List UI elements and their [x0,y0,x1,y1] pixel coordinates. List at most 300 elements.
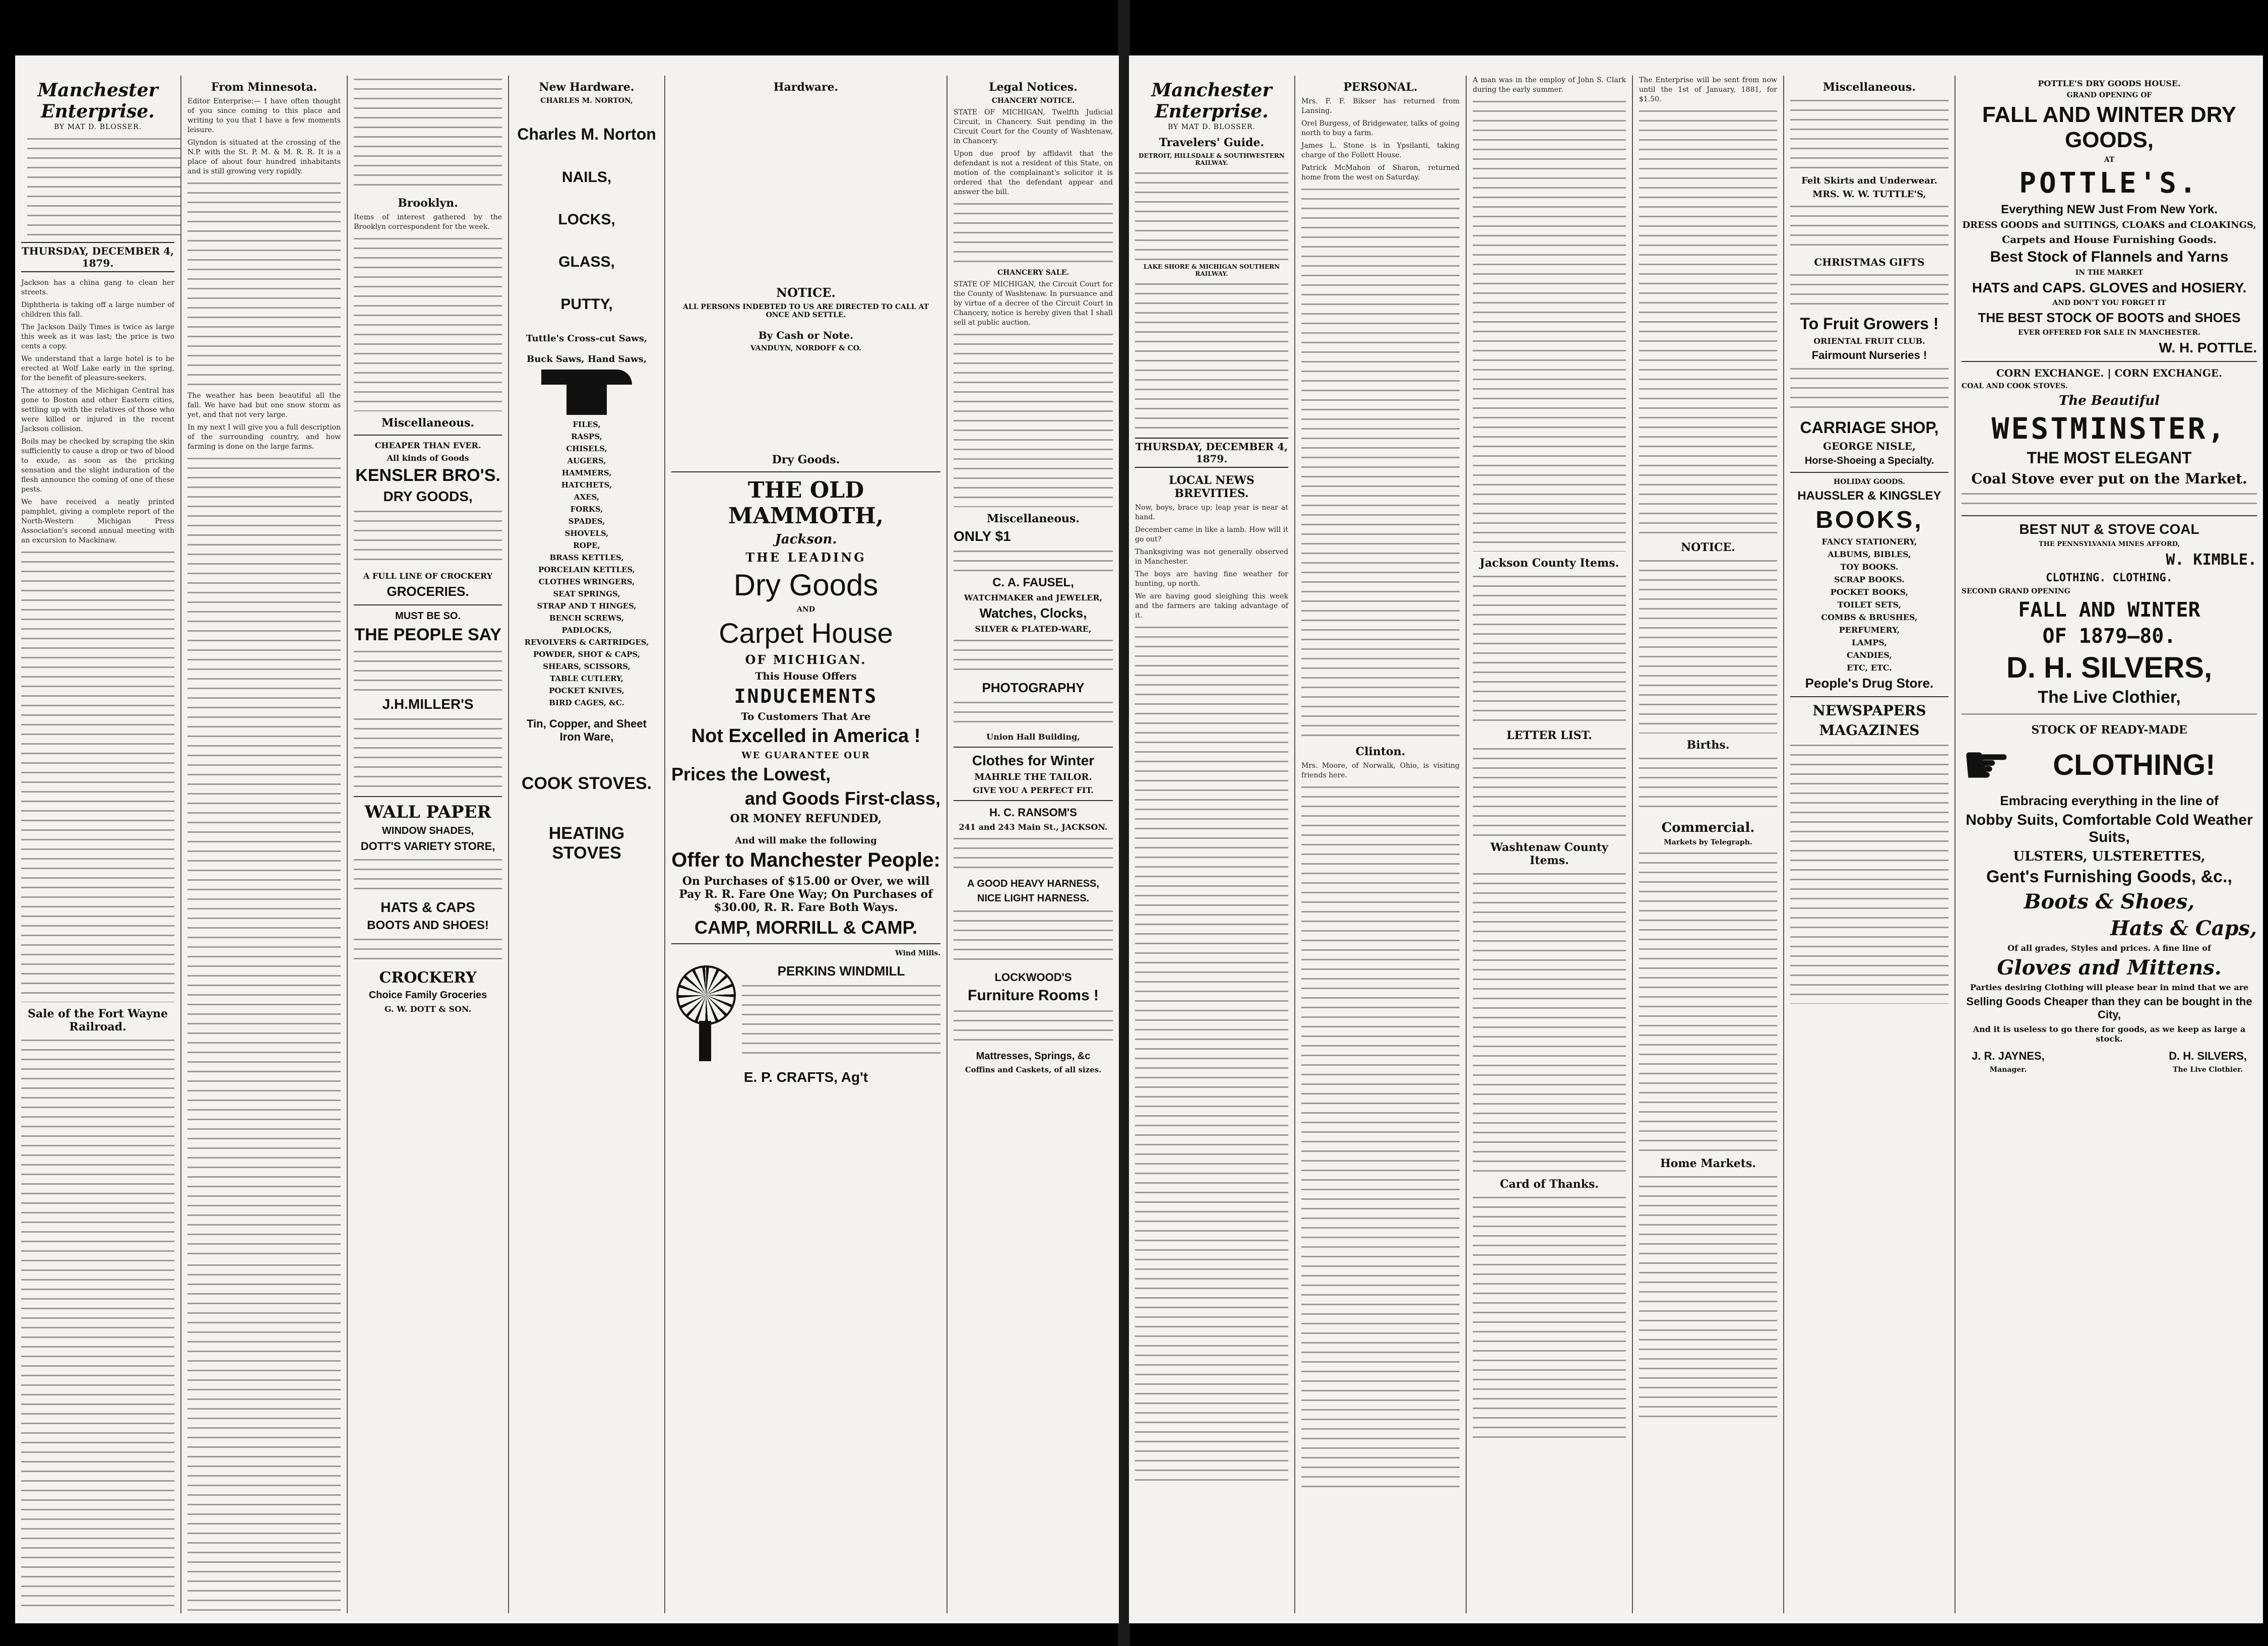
paragraph: STATE OF MICHIGAN, the Circuit Court for the County of Washtenaw. In pursuance and by virtue of a decree of the Circuit Court in Chancery, notice is hereby given that I shall sell at public auction. [954,280,1113,327]
paragraph: We are having good sleighing this week and the farmers are taking advantage of it. [1135,592,1288,620]
pointing-hand-icon: ☛ [1962,733,2011,797]
paragraph: Boils may be checked by scraping the skin sufficiently to cause a drop or two of blood to exude, as soon as the pricking sensation and the slight induration of the flesh announce the coming of one of these pests. [21,438,175,494]
ad-norton-item: PUTTY, [560,296,613,313]
ad-live: The Live Clothier, [2038,688,2181,707]
ad-pottle-dress: DRESS GOODS and SUITINGS, CLOAKS and CLOAKINGS, [1962,220,2256,230]
ad-kensler-line: All kinds of Goods [387,453,469,463]
ad-fairmount: Fairmount Nurseries ! [1811,349,1927,361]
markets-heading: Markets by Telegraph. [1664,838,1752,846]
ad-mattress: Mattresses, Springs, &c [976,1051,1091,1062]
ad-norton-item: LOCKS, [558,211,615,228]
ad-christmas: CHRISTMAS GIFTS [1814,256,1925,268]
section-heading: Miscellaneous. [1822,81,1916,94]
column-body-text [1473,98,1626,552]
ad-wallpaper-footer: G. W. DOTT & SON. [384,1004,472,1014]
ad-felt: Felt Skirts and Underwear. [1801,175,1937,186]
paragraph: We have received a neatly printed pamphlet, giving a complete report of the North-Western Michigan Press Association's second annual meeting with an excursion to Mackinaw. [21,498,174,544]
section-heading: Brooklyn. [398,197,458,210]
ad-pottle-header: POTTLE'S DRY GOODS HOUSE. [2038,79,2181,88]
ad-wallpaper-store: DOTT'S VARIETY STORE, [360,840,495,852]
left-col-2 [181,76,348,1613]
divider [1962,361,2257,362]
ad-fruit: To Fruit Growers ! [1800,315,1939,333]
ad-fausel-silver: SILVER & PLATED-WARE, [975,624,1092,634]
ad-invite: And it is useless to go there for goods, as we keep as large a stock. [1973,1024,2246,1044]
section-heading: LOCAL NEWS BREVITIES. [1169,474,1254,500]
ad-kensler-crockery: A FULL LINE OF CROCKERY [363,571,493,581]
ad-fausel-name: C. A. FAUSEL, [992,576,1074,589]
ad-norton-item: CLOTHES WRINGERS, [538,577,635,586]
ad-nisle: GEORGE NISLE, [1822,440,1916,452]
right-page [1129,55,2263,1623]
column-body-text [1473,870,1626,1173]
left-col-5 [665,76,948,1613]
ad-light: NICE LIGHT HARNESS. [977,893,1090,904]
ad-norton-item: PORCELAIN KETTLES, [538,565,636,574]
ad-norton-item: RASPS, [571,432,602,441]
section-heading: Card of Thanks. [1499,1178,1599,1191]
section-heading: Jackson County Items. [1479,557,1619,570]
ad-jaynes: J. R. JAYNES, [1972,1050,2045,1062]
ad-kensler-title: CHEAPER THAN EVER. [374,441,481,450]
paragraph: The boys are having fine weather for hunting, up north. [1135,570,1288,588]
ad-norton-item: SHOVELS, [564,529,609,538]
section-heading: PERSONAL. [1343,81,1418,94]
ad-hall: Union Hall Building, [986,732,1080,742]
ad-lockwood: LOCKWOOD'S [994,971,1072,984]
divider [1962,515,2257,516]
ad-norton-item: TABLE CUTLERY, [549,674,624,683]
paragraph: Thanksgiving was not generally observed in Manchester. [1135,548,1288,566]
ad-drug: People's Drug Store. [1805,676,1934,691]
ad-wallpaper-shades: WINDOW SHADES, [382,825,474,836]
ad-year: OF 1879—80. [2042,625,2176,648]
ad-item: FANCY STATIONERY, [1821,537,1917,546]
divider [1790,472,1948,473]
section-heading: Sale of the Fort Wayne Railroad. [27,1007,168,1033]
ad-clothing: CLOTHING. CLOTHING. [2046,572,2173,584]
paragraph: The Jackson Daily Times is twice as large this week as it was last; the price is two cents a copy. [21,323,174,350]
ad-mammoth-inducements: INDUCEMENTS [734,685,878,707]
ad-norton-item: STRAP AND T HINGES, [537,601,637,611]
ad-fausel-trade: WATCHMAKER and JEWELER, [964,593,1103,602]
ad-norton-item: FORKS, [570,505,603,514]
ad-mammoth-offer-pre: And will make the following [735,835,877,846]
ad-item: ALBUMS, BIBLES, [1828,550,1911,559]
paragraph: The Enterprise will be sent from now until the 1st of January, 1881, for $1.50. [1639,76,1777,103]
ad-all: Of all grades, Styles and prices. A fine line of [2007,943,2211,953]
section-heading: Home Markets. [1660,1157,1756,1170]
divider [354,796,502,797]
paragraph: Items of interest gathered by the Brooklyn correspondent for the week. [354,213,502,231]
ad-item: POCKET BOOKS, [1830,587,1909,597]
ad-people-must: MUST BE SO. [395,611,461,622]
column-body-text [354,76,502,192]
ad-parties: Parties desiring Clothing will please bear in mind that we are [1970,983,2249,992]
ad-item: PERFUMERY, [1839,625,1900,635]
ad-corn: CORN EXCHANGE. | CORN EXCHANGE. [1996,367,2223,379]
ad-pottle-at: AT [2104,156,2115,164]
ad-norton-name: Charles M. Norton [517,125,656,143]
ad-mammoth-of: OF MICHIGAN. [745,652,867,667]
ad-body-text [1790,365,1948,415]
ad-norton-item: SHEARS, SCISSORS, [543,662,631,671]
ad-pottle-hats: HATS and CAPS. GLOVES and HOSIERY. [1972,280,2247,295]
ad-westminster: WESTMINSTER, [1991,411,2227,446]
ad-norton-item: AXES, [574,493,600,502]
ad-body-text [1790,203,1948,253]
ad-magazines: MAGAZINES [1819,722,1920,739]
ad-norton-item: CHISELS, [566,444,607,453]
column-body-text [1639,849,1777,1152]
ad-body-text [1962,710,2257,720]
section-heading: Hardware. [773,81,839,94]
ad-address: 241 and 243 Main St., JACKSON. [959,822,1108,832]
ad-body-text [1962,490,2257,510]
section-heading: Clinton. [1355,745,1406,758]
timetable [1135,280,1288,432]
ad-silvers: D. H. SILVERS, [2006,651,2213,684]
legal-heading: CHANCERY SALE. [997,269,1069,277]
ad-live-clothier: The Live Clothier. [2173,1066,2243,1074]
ad-norton-item: POCKET KNIVES, [549,686,624,695]
ad-wallpaper-groceries: Choice Family Groceries [368,990,487,1001]
right-col-6 [1956,76,2263,1613]
column-body-text [187,455,341,1261]
ad-holiday: HOLIDAY GOODS. [1834,478,1905,486]
ad-item: TOY BOOKS. [1840,562,1899,572]
ad-body-text [354,715,502,791]
column-body-text [21,1037,174,1613]
section-heading: New Hardware. [539,81,635,94]
paragraph: Glyndon is situated at the crossing of the N.P. with the St. P. M. & M. R. R. It is a place of about four hundred inhabitants and is still growing very rapidly. [187,139,341,175]
ad-fall2: FALL AND WINTER [2018,598,2200,622]
paragraph: Mrs. F. F. Bikser has returned from Lansing. [1301,97,1460,115]
section-heading: From Minnesota. [211,81,318,94]
ad-norton-item: POWDER, SHOT & CAPS, [533,650,641,659]
left-col-3 [348,76,509,1613]
ad-embracing: Embracing everything in the line of [2000,793,2219,808]
column-body-text [1301,186,1460,740]
ad-kensler-groceries: GROCERIES. [387,584,469,599]
paragraph: James L. Stone is in Ypsilanti, taking charge of the Follett House. [1301,142,1460,159]
column-body-text [1639,107,1777,536]
ad-gents: Gent's Furnishing Goods, &c., [1986,867,2232,886]
ad-mammoth-title: THE OLD MAMMOTH, [728,477,884,529]
ad-norton-item: NAILS, [561,169,612,186]
ad-carriage: CARRIAGE SHOP, [1800,418,1939,437]
column-body-text [354,235,502,411]
ad-oriental: ORIENTAL FRUIT CLUB. [1813,336,1925,346]
column-body-text [1639,1173,1777,1425]
ad-elegant: THE MOST ELEGANT [2027,449,2192,467]
ad-kensler-dry: DRY GOODS, [383,489,473,504]
section-heading: Travelers' Guide. [1159,136,1265,149]
ad-pottle-sign: W. H. POTTLE. [2159,340,2257,355]
ad-mammoth-to: To Customers That Are [741,710,871,722]
paragraph: The attorney of the Michigan Central has gone to Boston and other Eastern cities, settling up with the relatives of those who were killed or injured in the recent Jackson collision. [21,387,174,433]
column-body-text [1473,745,1626,836]
ad-mammoth-offers: This House Offers [755,670,857,682]
ad-body-text [354,508,502,568]
ad-body-text [354,936,502,966]
ad-pottle-everything: Everything NEW Just From New York. [2001,203,2218,216]
ad-norton-item: BENCH SCREWS, [549,614,624,623]
left-page [15,55,1119,1623]
ad-item: TOILET SETS, [1837,600,1902,609]
column-body-text [187,179,341,391]
paragraph: Mrs. Moore, of Norwalk, Ohio, is visiting friends here. [1301,762,1460,779]
ad-mammoth-and: AND [797,605,815,614]
section-heading: Miscellaneous. [381,416,475,430]
divider [1790,696,1948,697]
ad-boots2: Boots & Shoes, [2024,890,2195,913]
masthead-sub: BY MAT D. BLOSSER. [1167,123,1256,131]
ad-selling: Selling Goods Cheaper than they can be bought in the City, [1966,995,2252,1021]
notice-cash: By Cash or Note. [758,329,854,341]
divider [671,471,940,472]
ad-body-text [954,907,1113,968]
left-col-4 [509,76,665,1613]
ad-norton-item: HEATING STOVES [548,824,625,863]
ad-crafts: E. P. CRAFTS, Ag't [743,1069,868,1085]
ad-mammoth-purchases: On Purchases of $15.00 or Over, we will Pay R. R. Fare One Way; On Purchases of $30.00, R. R. Fare Both Ways. [679,875,933,914]
ad-mammoth-leading: THE LEADING [745,550,866,565]
ad-pottle-flannels: Best Stock of Flannels and Yarns [1990,249,2229,265]
right-col-4 [1633,76,1784,1613]
left-col-1 [15,76,181,1613]
paragraph: The weather has been beautiful all the fall. We have had but one snow storm as yet, and that not very large. [187,392,341,419]
ad-body-text [742,982,940,1058]
notice-title: NOTICE. [776,285,836,300]
periodicals-list [1790,742,1948,1004]
section-heading: Miscellaneous. [986,512,1080,525]
ad-mammoth-not: Not Excelled in America ! [691,725,921,747]
paragraph: STATE OF MICHIGAN, Twelfth Judicial Circuit, in Chancery. Suit pending in the Circuit Court for the County of Washtenaw, in Chancery. [954,108,1113,145]
ad-manager: Manager. [1989,1066,2027,1074]
ad-wallpaper-hats: HATS & CAPS [381,899,475,915]
ad-pottle-ever: EVER OFFERED FOR SALE IN MANCHESTER. [2018,329,2200,337]
paragraph: A man was in the employ of John S. Clark during the early summer. [1473,76,1626,94]
masthead-left: Manchester Enterprise. [37,80,158,122]
ad-mammoth-carpet: Carpet House [719,617,893,649]
ad-clothing-big: CLOTHING! [2053,748,2216,781]
ad-norton-sub: CHARLES M. NORTON, [540,97,633,105]
ad-norton-item: PADLOCKS, [561,626,612,635]
paragraph: In my next I will give you a full description of the surrounding country, and how farming is done on the large farms. [187,423,341,451]
ad-body-text [954,835,1113,875]
ad-norton-item: BIRD CAGES, &C. [549,698,624,707]
paragraph: Now, boys, brace up; leap year is near at hand. [1135,504,1288,521]
ad-ulsters: ULSTERS, ULSTERETTES, [2013,849,2206,864]
ad-mammoth-firm: CAMP, MORRILL & CAMP. [694,917,918,938]
timetable [1135,169,1288,260]
issue-date: THURSDAY, DECEMBER 4, 1879. [21,242,174,272]
ad-haussler: HAUSSLER & KINGSLEY [1797,489,1941,503]
masthead-right: Manchester Enterprise. [1151,80,1272,122]
column-body-text [1301,783,1460,1489]
ad-furniture: Furniture Rooms ! [968,987,1099,1004]
divider [354,435,502,436]
ad-body-text [954,1007,1113,1048]
ad-norton-item: Buck Saws, Hand Saws, [527,354,647,364]
ad-norton-item: BRASS KETTLES, [549,553,624,562]
ad-norton-item: COOK STOVES. [521,774,652,793]
ad-nut: BEST NUT & STOVE COAL [2019,521,2199,537]
ad-norton-item: Tuttle's Cross-cut Saws, [526,333,648,344]
ad-ransom: H. C. RANSOM'S [989,806,1077,819]
ad-mammoth-we: WE GUARANTEE OUR [741,750,870,761]
notice-sign: VANDUYN, NORDOFF & CO. [750,344,862,352]
ad-body-text [354,856,502,896]
column-body-text [954,200,1113,266]
ad-mahrle: MAHRLE THE TAILOR. [974,772,1092,782]
ad-stock: STOCK OF READY-MADE [2031,723,2187,737]
ad-mammoth-dry: Dry Goods [733,568,878,602]
section-heading: LETTER LIST. [1506,729,1592,742]
ad-norton-item: SEAT SPRINGS, [553,589,620,598]
ad-norton-item: REVOLVERS & CARTRIDGES, [524,638,649,647]
ad-item: CANDIES, [1847,650,1892,660]
ad-harness: A GOOD HEAVY HARNESS, [967,878,1099,889]
ad-body-text [954,547,1113,573]
section-heading: Washtenaw County Items. [1490,841,1608,867]
ad-mammoth-refund: OR MONEY REFUNDED, [730,812,882,825]
ad-norton-item: FILES, [573,420,601,429]
ad-item: ETC, ETC. [1847,663,1892,673]
section-heading: NOTICE. [1681,541,1735,554]
ad-pottle-name: POTTLE'S. [2019,167,2199,200]
ad-norton-item: ROPE, [573,541,600,550]
anvil-illustration [541,370,632,415]
paragraph: Jackson has a china gang to clean her streets. [21,279,174,296]
divider [671,943,940,944]
ad-only: ONLY $1 [954,528,1011,544]
ad-wallpaper-crockery: CROCKERY [379,969,477,987]
left-col-6 [948,76,1119,1613]
legal-heading: CHANCERY NOTICE. [991,97,1075,105]
divider [954,747,1113,748]
ad-silvers2: D. H. SILVERS, [2169,1050,2247,1062]
column-body-text [1473,573,1626,724]
masthead-sub: BY MAT D. BLOSSER. [53,123,142,131]
ad-mammoth-goods: and Goods First-class, [744,788,940,809]
ad-kimble: W. KIMBLE. [2166,551,2257,569]
column-body-text [1473,1194,1626,1446]
ad-windmills: Wind Mills. [895,949,940,957]
paragraph: Editor Enterprise:— I have often thought of you since coming to this place and writing to you that I have a few moments leisure. [187,97,341,134]
terms-text [27,135,180,236]
ad-people-miller: J.H.MILLER'S [382,696,474,712]
ad-mammoth-city: Jackson. [775,532,837,547]
right-col-1 [1129,76,1295,1613]
ad-pottle-carpets: Carpets and House Furnishing Goods. [2002,233,2217,246]
issue-date: THURSDAY, DECEMBER 4, 1879. [1135,438,1288,468]
column-body-text [21,548,174,1002]
ad-pottle-market: IN THE MARKET [2075,269,2144,277]
paragraph: Patrick McMahon of Sharon, returned home from the west on Saturday. [1301,164,1460,181]
ad-mammoth-prices: Prices the Lowest, [671,764,831,784]
right-col-2 [1295,76,1467,1613]
section-heading: Dry Goods. [772,453,840,466]
ad-penn: THE PENNSYLVANIA MINES AFFORD, [2038,540,2180,548]
ad-second: SECOND GRAND OPENING [1962,587,2070,595]
ad-photo: PHOTOGRAPHY [982,680,1085,695]
column-body-text [1639,755,1777,815]
ad-body-text [954,637,1113,677]
ad-pottle-opening: GRAND OPENING OF [2066,91,2152,99]
ad-wallpaper-boots: BOOTS AND SHOES! [367,919,489,932]
ad-item: SCRAP BOOKS. [1834,575,1905,584]
ad-pottle-fall: FALL AND WINTER DRY GOODS, [1982,102,2237,152]
right-col-3 [1467,76,1633,1613]
ad-stove: Coal Stove ever put on the Market. [1971,470,2247,487]
ad-clothes: Clothes for Winter [972,753,1095,768]
ad-body-text [1790,271,1948,312]
ad-item: COMBS & BRUSHES, [1821,613,1918,622]
ad-tuttle: MRS. W. W. TUTTLE'S, [1812,189,1926,200]
paragraph: December came in like a lamb. How will it go out? [1135,526,1288,543]
railway-heading: LAKE SHORE & MICHIGAN SOUTHERN RAILWAY. [1143,263,1280,277]
ad-coal-stoves: COAL AND COOK STOVES. [1962,382,2068,390]
ad-item: LAMPS, [1852,638,1887,647]
ad-norton-item: AUGERS, [567,456,606,465]
column-body-text [1135,624,1288,1481]
column-body-text [954,331,1113,507]
center-gutter [1118,0,1130,1646]
divider [354,604,502,605]
ad-newspapers: NEWSPAPERS [1812,702,1926,719]
ad-pottle-boots: THE BEST STOCK OF BOOTS and SHOES [1978,310,2241,325]
railway-heading: DETROIT, HILLSDALE & SOUTHWESTERN RAILWAY. [1139,152,1285,166]
ad-body-text [354,648,502,693]
notice-body: ALL PERSONS INDEBTED TO US ARE DIRECTED TO CALL AT ONCE AND SETTLE. [683,303,929,319]
column-body-text [1639,557,1777,734]
ad-perkins: PERKINS WINDMILL [777,963,905,979]
ad-nobby: Nobby Suits, Comfortable Cold Weather Suits, [1966,812,2253,845]
ad-hats2: Hats & Caps, [2110,917,2257,940]
ad-body-text [954,699,1113,729]
ad-norton-item: GLASS, [558,254,615,270]
ad-kensler-name: KENSLER BRO'S. [355,466,500,485]
column-body-text [187,1261,341,1613]
ad-fausel-watches: Watches, Clocks, [979,605,1087,621]
ad-people-title: THE PEOPLE SAY [354,625,501,644]
ad-norton-item: HAMMERS, [561,468,612,477]
column-body-text [1790,97,1948,172]
ad-fit: GIVE YOU A PERFECT FIT. [973,785,1094,795]
ad-coffins: Coffins and Caskets, of all sizes. [965,1065,1102,1074]
paragraph: Orel Burgess, of Bridgewater, talks of going north to buy a farm. [1301,119,1460,137]
divider [954,800,1113,801]
ad-beautiful: The Beautiful [2059,393,2160,408]
section-heading: Legal Notices. [989,81,1078,94]
section-heading: Births. [1686,739,1730,752]
ad-norton-item: HATCHETS, [561,480,612,490]
paragraph: Upon due proof by affidavit that the defendant is not a resident of this State, on motion of the complainant's solicitor it is ordered that the defendant appear and answer the bill. [954,150,1113,196]
paragraph: Diphtheria is taking off a large number of children this fall. [21,301,174,319]
ad-norton-item: SPADES, [568,517,605,526]
ad-pottle-forget: AND DON'T YOU FORGET IT [2052,299,2166,307]
ad-norton-item: Tin, Copper, and Sheet Iron Ware, [527,717,647,743]
windmill-illustration [671,965,742,1061]
section-heading: Commercial. [1661,820,1755,835]
paragraph: We understand that a large hotel is to be erected at Wolf Lake early in the spring, for the benefit of pleasure-seekers. [21,355,174,382]
ad-gloves: Gloves and Mittens. [1997,956,2222,980]
ad-books: BOOKS, [1815,507,1923,533]
ad-mammoth-offer: Offer to Manchester People: [671,849,940,871]
ad-wallpaper-title: WALL PAPER [364,802,491,822]
